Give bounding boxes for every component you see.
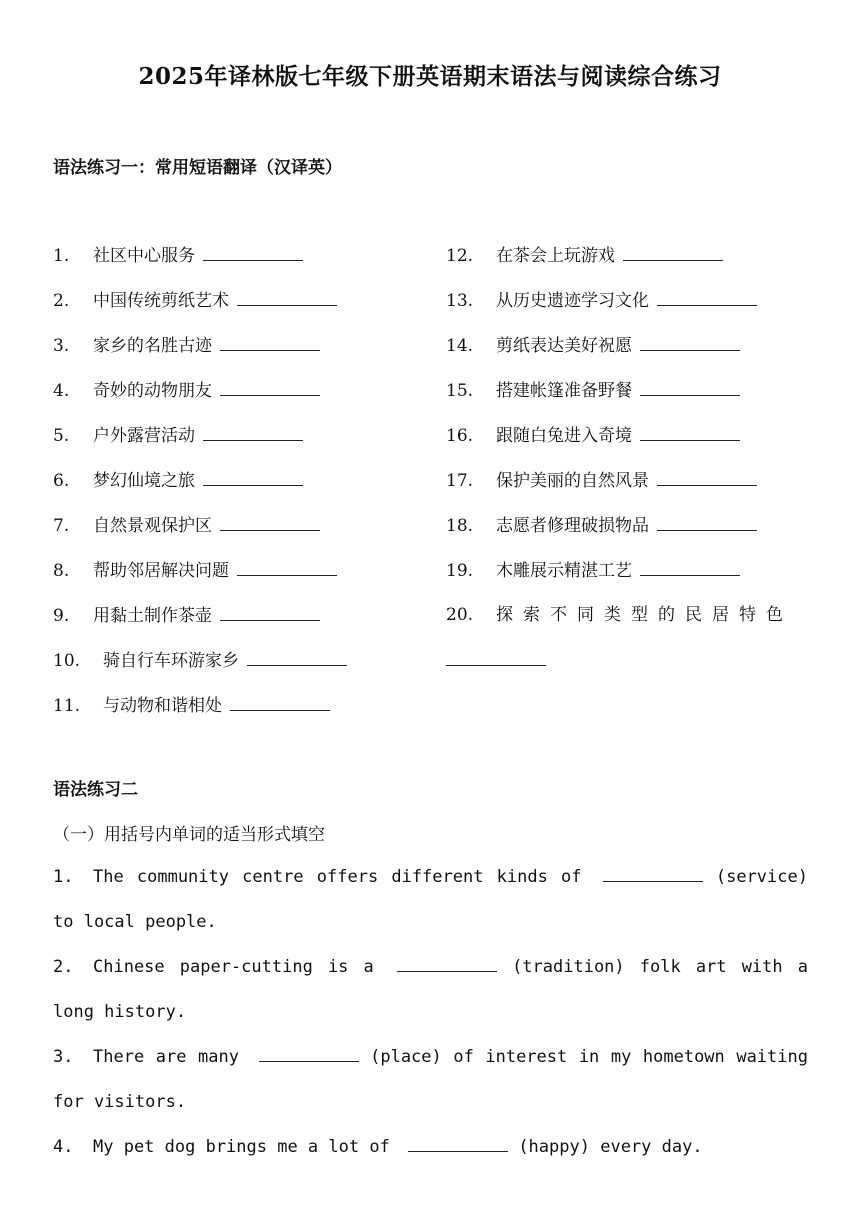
section1-heading: 语法练习一：常用短语翻译（汉译英） bbox=[53, 158, 342, 178]
answer-blank[interactable] bbox=[230, 692, 330, 711]
answer-blank[interactable] bbox=[408, 1133, 508, 1152]
sentence-item: 1. The community centre offers different kinds of (service) to local people. bbox=[53, 855, 808, 945]
answer-blank[interactable] bbox=[657, 512, 757, 531]
phrase-item: 18. 志愿者修理破损物品 bbox=[446, 512, 808, 557]
phrase-item: 10. 骑自行车环游家乡 bbox=[53, 647, 443, 692]
answer-blank[interactable] bbox=[640, 377, 740, 396]
sentence-item: 4. My pet dog brings me a lot of (happy) every day. bbox=[53, 1125, 808, 1170]
phrase-item: 1. 社区中心服务 bbox=[53, 242, 443, 287]
sentence-item: 3. There are many (place) of interest in my hometown waiting for visitors. bbox=[53, 1035, 808, 1125]
phrase-item: 20. 探索不同类型的民居特色 bbox=[446, 605, 793, 625]
sentence-item: 2. Chinese paper-cutting is a (tradition) folk art with a long history. bbox=[53, 945, 808, 1035]
phrase-item: 2. 中国传统剪纸艺术 bbox=[53, 287, 443, 332]
phrase-item: 17. 保护美丽的自然风景 bbox=[446, 467, 808, 512]
answer-blank[interactable] bbox=[603, 863, 703, 882]
phrase-item: 4. 奇妙的动物朋友 bbox=[53, 377, 443, 422]
phrase-item: 14. 剪纸表达美好祝愿 bbox=[446, 332, 808, 377]
phrase-list-right bbox=[446, 242, 808, 692]
answer-blank[interactable] bbox=[397, 953, 497, 972]
phrase-item: 13. 从历史遗迹学习文化 bbox=[446, 287, 808, 332]
phrase-item: 9. 用黏土制作茶壶 bbox=[53, 602, 443, 647]
answer-blank[interactable] bbox=[640, 422, 740, 441]
answer-blank[interactable] bbox=[203, 467, 303, 486]
answer-blank[interactable] bbox=[237, 287, 337, 306]
answer-blank[interactable] bbox=[640, 332, 740, 351]
answer-blank[interactable] bbox=[237, 557, 337, 576]
phrase-item: 12. 在茶会上玩游戏 bbox=[446, 242, 808, 287]
answer-blank[interactable] bbox=[640, 557, 740, 576]
page-title: 2025年译林版七年级下册英语期末语法与阅读综合练习 bbox=[138, 63, 722, 90]
phrase-item: 19. 木雕展示精湛工艺 bbox=[446, 557, 808, 602]
phrase-item: 11. 与动物和谐相处 bbox=[53, 692, 443, 737]
phrase-item-continuation bbox=[446, 647, 808, 692]
answer-blank[interactable] bbox=[220, 377, 320, 396]
section2-subheading: （一）用括号内单词的适当形式填空 bbox=[53, 825, 325, 845]
phrase-item: 16. 跟随白兔进入奇境 bbox=[446, 422, 808, 467]
answer-blank[interactable] bbox=[203, 422, 303, 441]
answer-blank[interactable] bbox=[623, 242, 723, 261]
answer-blank[interactable] bbox=[247, 647, 347, 666]
phrase-item: 3. 家乡的名胜古迹 bbox=[53, 332, 443, 377]
phrase-item: 8. 帮助邻居解决问题 bbox=[53, 557, 443, 602]
answer-blank[interactable] bbox=[657, 287, 757, 306]
section2-heading: 语法练习二 bbox=[53, 780, 138, 800]
phrase-item: 7. 自然景观保护区 bbox=[53, 512, 443, 557]
phrase-item: 6. 梦幻仙境之旅 bbox=[53, 467, 443, 512]
answer-blank[interactable] bbox=[220, 512, 320, 531]
answer-blank[interactable] bbox=[259, 1043, 359, 1062]
answer-blank[interactable] bbox=[220, 602, 320, 621]
answer-blank[interactable] bbox=[203, 242, 303, 261]
phrase-item: 15. 搭建帐篷准备野餐 bbox=[446, 377, 808, 422]
answer-blank[interactable] bbox=[446, 647, 546, 666]
phrase-list-left bbox=[53, 242, 443, 737]
answer-blank[interactable] bbox=[657, 467, 757, 486]
phrase-item: 5. 户外露营活动 bbox=[53, 422, 443, 467]
fill-blank-sentences bbox=[53, 855, 808, 1170]
answer-blank[interactable] bbox=[220, 332, 320, 351]
